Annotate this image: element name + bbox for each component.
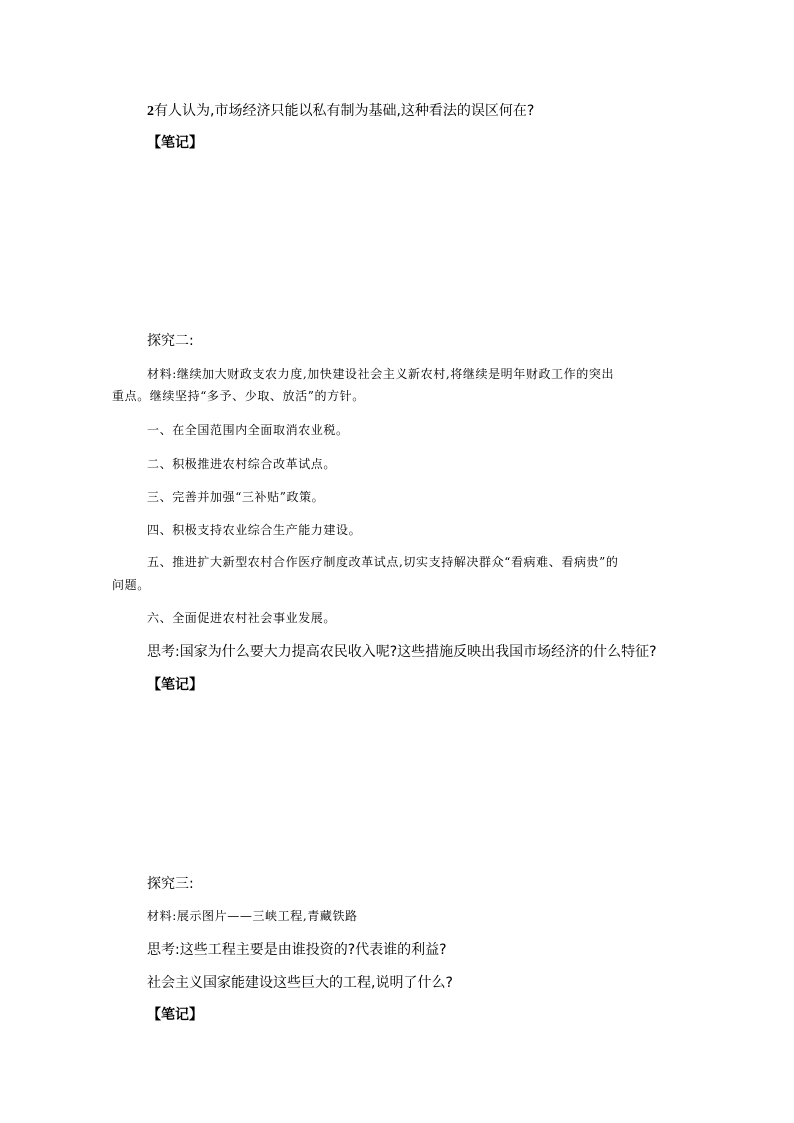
note-label-1: 【笔记】 [147,135,203,151]
question-2 [147,100,534,120]
section2-item-3: 三、完善并加强“三补贴”政策。 [147,490,325,504]
question-number: 2 [147,104,154,119]
section2-item-5: 五、推进扩大新型农村合作医疗制度改革试点,切实支持解决群众“看病难、看病贵”的 [147,555,619,569]
section2-item-5-cont: 问题。 [112,578,150,592]
section3-title: 探究三: [147,876,194,892]
section2-question: 思考:国家为什么要大力提高农民收入呢?这些措施反映出我国市场经济的什么特征? [147,644,657,660]
note-label-3: 【笔记】 [147,1007,203,1023]
section2-material-line1: 材料:继续加大财政支农力度,加快建设社会主义新农村,将继续是明年财政工作的突出 [147,367,615,381]
section3-question1: 思考:这些工程主要是由谁投资的?代表谁的利益? [147,942,447,958]
section2-title: 探究二: [147,333,194,349]
section2-material-line2: 重点。继续坚持“多予、少取、放活”的方针。 [112,389,365,403]
note-label-2: 【笔记】 [147,677,203,693]
section3-material: 材料:展示图片——三峡工程,青藏铁路 [147,909,358,923]
section2-item-1: 一、在全国范围内全面取消农业税。 [147,423,349,437]
section3-question2: 社会主义国家能建设这些巨大的工程,说明了什么? [147,975,453,991]
section2-item-4: 四、积极支持农业综合生产能力建设。 [147,523,362,537]
question-text: 有人认为,市场经济只能以私有制为基础,这种看法的误区何在? [154,103,535,119]
section2-item-2: 二、积极推进农村综合改革试点。 [147,457,337,471]
section2-item-6: 六、全面促进农村社会事业发展。 [147,611,337,625]
